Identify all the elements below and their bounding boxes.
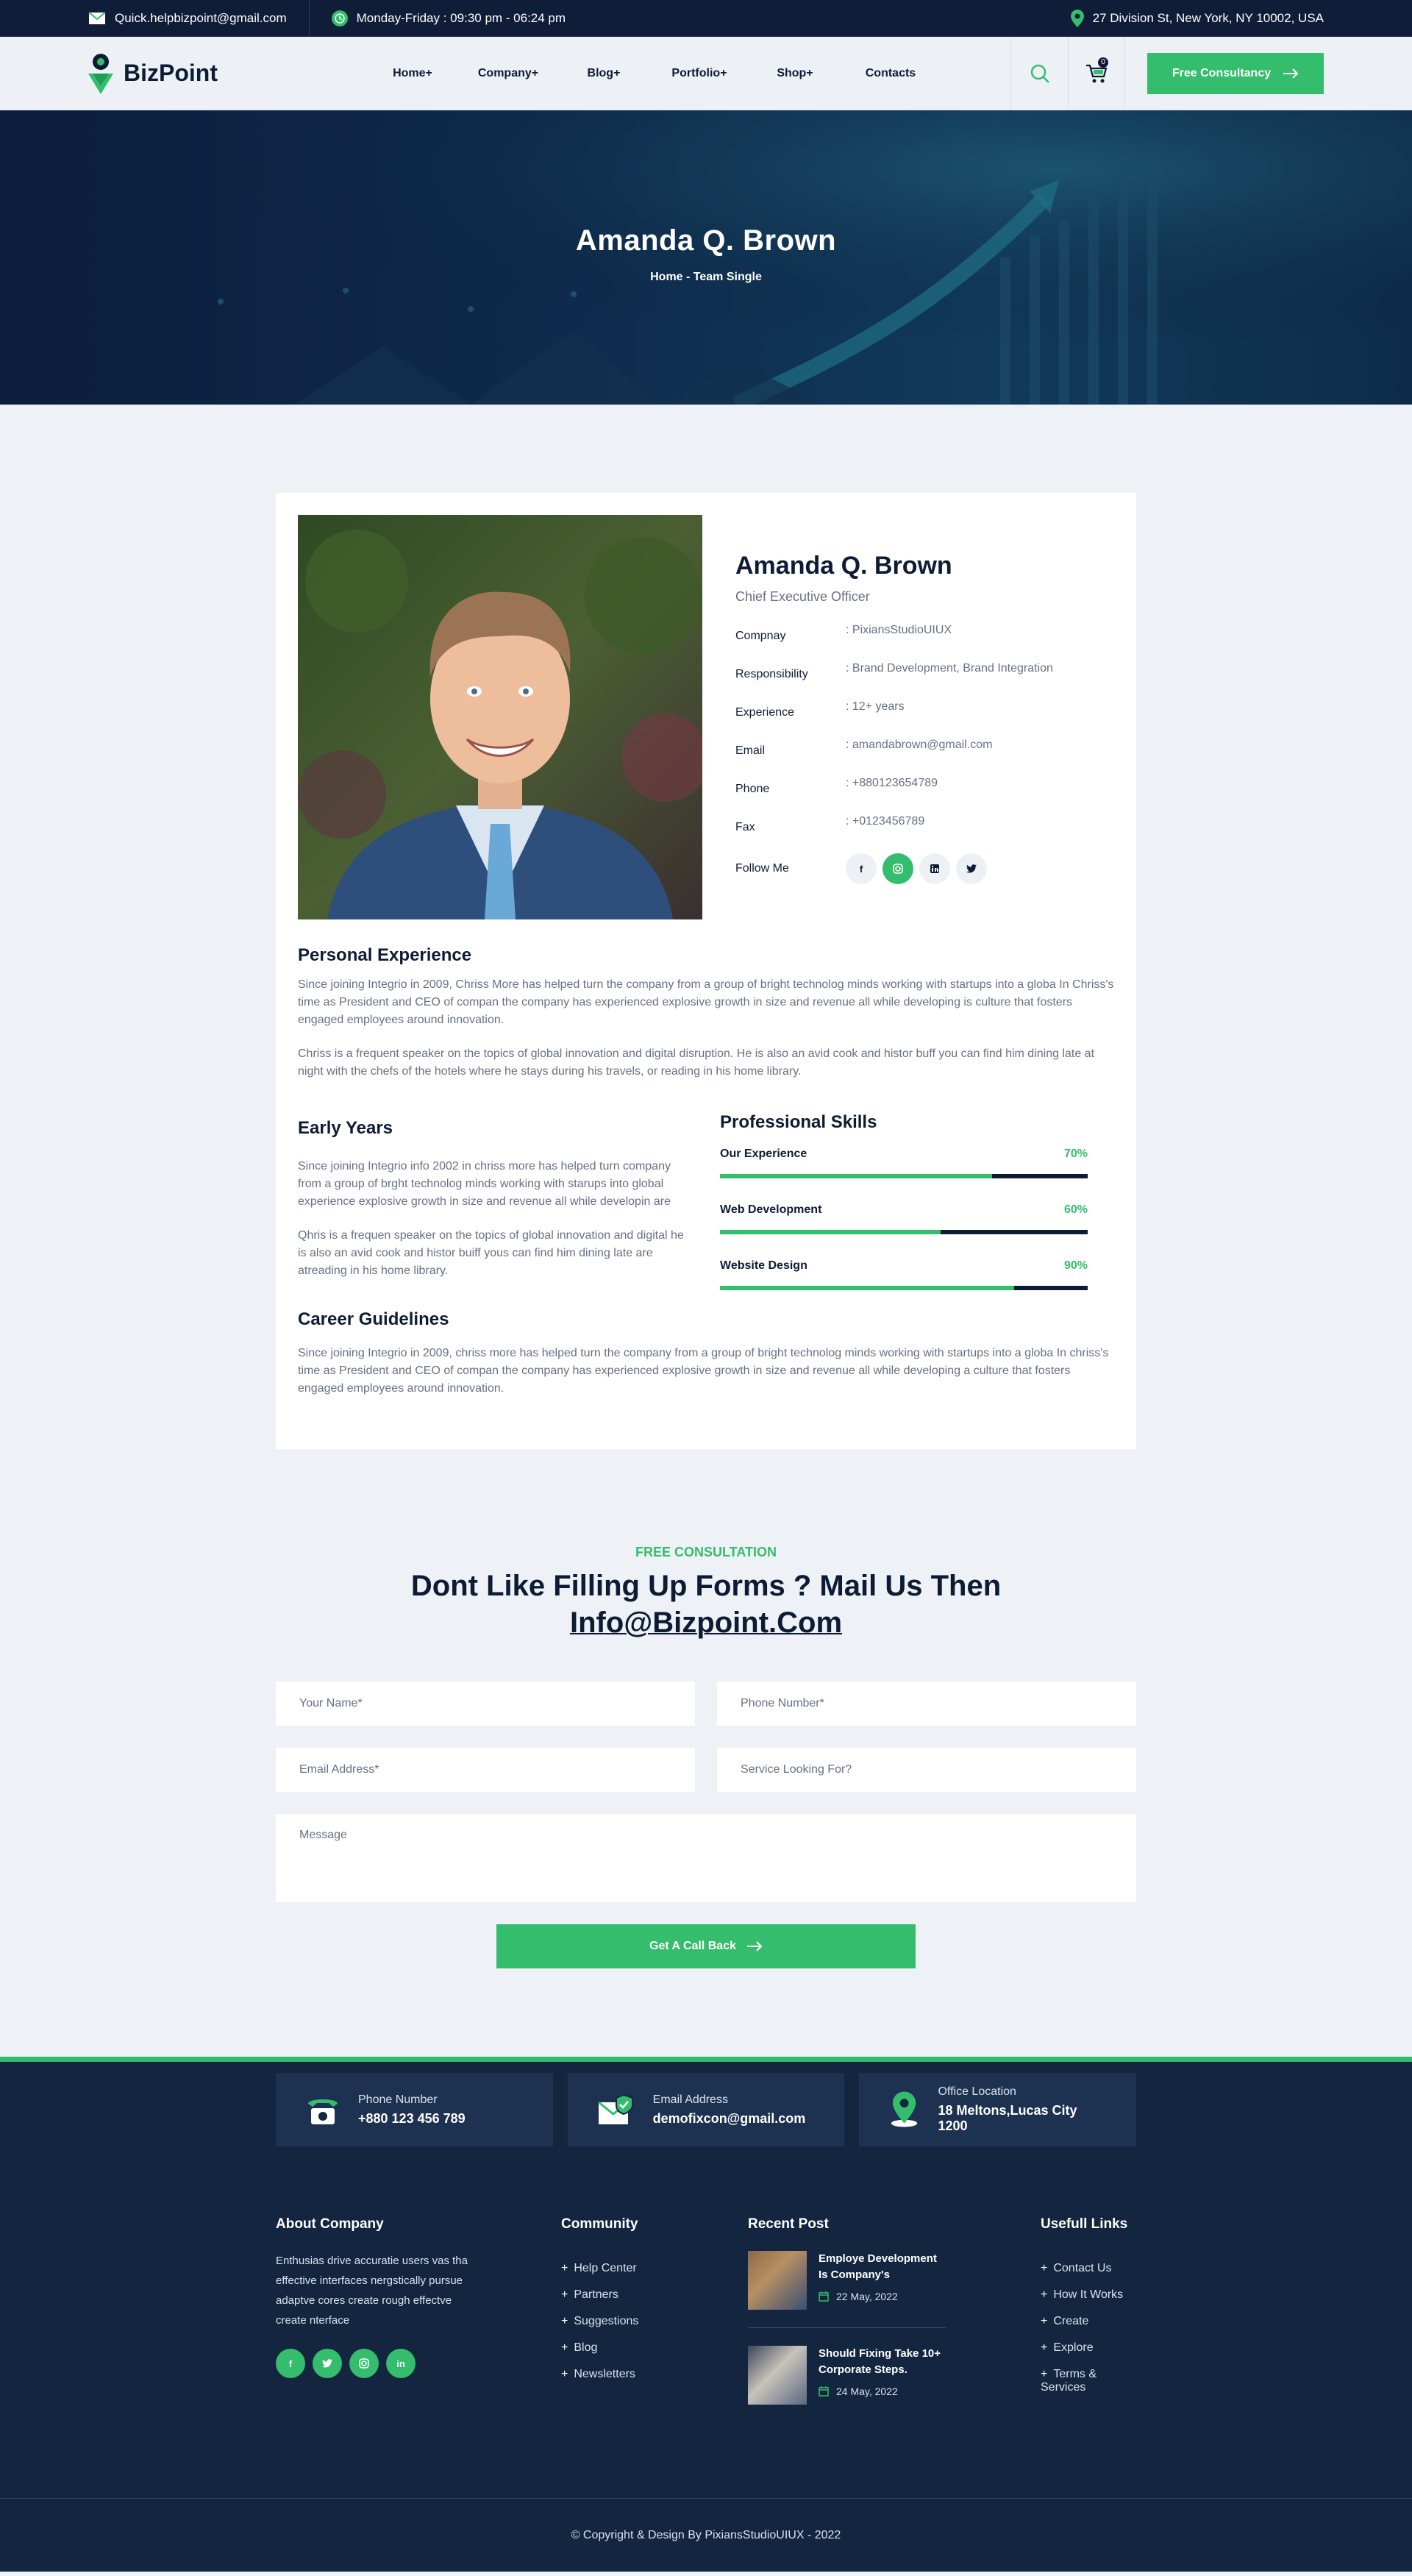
footer-location-label: Office Location (938, 2085, 1016, 2098)
name-field[interactable]: Your Name* (276, 1682, 695, 1726)
detail-experience (735, 700, 1103, 719)
top-bar (0, 0, 1412, 37)
career-guidelines-section (298, 1309, 1114, 1398)
twitter-icon[interactable] (956, 853, 987, 884)
divider (309, 0, 310, 37)
nav-actions (1010, 37, 1324, 110)
topbar-hours-text: Monday-Friday : 09:30 pm - 06:24 pm (356, 11, 566, 25)
profile-name: Amanda Q. Brown (735, 552, 952, 580)
skills-list (720, 1148, 1088, 1290)
page-hero (0, 110, 1412, 405)
detail-responsibility (735, 662, 1103, 681)
topbar-address-text: 27 Division St, New York, NY 10002, USA (1092, 11, 1324, 25)
footer-useful-links (1041, 2216, 1136, 2408)
search-button[interactable] (1010, 37, 1068, 110)
recent-post[interactable] (748, 2251, 946, 2328)
detail-label: Compnay (735, 630, 786, 642)
topbar-email-text: Quick.helpbizpoint@gmail.com (115, 11, 287, 25)
consultation-subtitle: FREE CONSULTATION (635, 1545, 777, 1559)
detail-value[interactable]: : amandabrown@gmail.com (846, 739, 993, 751)
menu-company[interactable]: Company+ (477, 66, 539, 79)
logo-text: BizPoint (124, 60, 218, 86)
detail-phone (735, 777, 1103, 796)
footer-email-value: demofixcon@gmail.com (652, 2110, 806, 2126)
community-link[interactable]: + Partners (561, 2288, 638, 2302)
detail-value: : 12+ years (846, 700, 905, 713)
useful-link[interactable]: + Terms & Services (1041, 2368, 1136, 2394)
footer-phone-label: Phone Number (358, 2093, 438, 2106)
facebook-icon[interactable]: f (276, 2349, 305, 2378)
hero-title-block (0, 224, 1412, 284)
post-date (819, 2385, 946, 2397)
detail-fax (735, 815, 1103, 834)
useful-link[interactable]: + Create (1041, 2315, 1136, 2328)
facebook-icon[interactable]: f (846, 853, 877, 884)
skill-percent: 70% (1063, 1148, 1088, 1160)
footer-email-label: Email Address (652, 2093, 728, 2106)
footer-phone-value: +880 123 456 789 (358, 2110, 466, 2126)
profile-info (735, 552, 1103, 884)
skill-progress-fill (720, 1286, 1014, 1290)
get-call-back-label: Get A Call Back (649, 1940, 736, 1952)
footer-about-title: About Company (276, 2216, 384, 2232)
personal-experience-title: Personal Experience (298, 945, 472, 965)
post-title: Employe Development Is Company's (819, 2252, 937, 2281)
early-paragraph-2: Qhris is a frequen speaker on the topics of global innovation and digital he is also an avid cook and histor buiff yous can find him dining late are atreading in his home library. (298, 1229, 684, 1277)
post-date (819, 2291, 946, 2302)
menu-blog[interactable]: Blog+ (587, 66, 621, 79)
skill-name: Web Development (720, 1203, 822, 1216)
consultation-section (0, 1545, 1412, 1641)
detail-label: Fax (735, 821, 755, 833)
footer-recent-posts (748, 2216, 946, 2440)
calendar-icon (819, 2386, 829, 2397)
career-paragraph-1: Since joining Integrio in 2009, chriss more has helped turn the company from a group of bright technolog minds working with startups into a globa In chriss's time as President and CEO of compan the company has experienced explosive growth in size and revenue all while developing a culture that fosters engaged employees around innovation. (298, 1347, 1109, 1395)
phone-field[interactable]: Phone Number* (717, 1682, 1136, 1726)
skill-item (720, 1203, 1088, 1234)
menu-contacts[interactable]: Contacts (865, 66, 916, 79)
community-link[interactable]: + Help Center (561, 2262, 638, 2275)
menu-portfolio[interactable]: Portfolio+ (671, 66, 727, 79)
footer-contact-row (276, 2062, 1136, 2146)
post-thumbnail (748, 2346, 807, 2405)
skill-percent: 90% (1063, 1259, 1088, 1272)
personal-paragraph-1: Since joining Integrio in 2009, Chriss More has helped turn the company from a group of bright technolog minds working with startups into a globa In Chriss's time as President and CEO of compan the company has experienced explosive growth in size and revenue all while developing is culture that fosters engaged employees around innovation. (298, 978, 1114, 1026)
detail-company (735, 624, 1103, 643)
email-shield-icon (597, 2093, 635, 2126)
detail-value[interactable]: : +880123654789 (846, 777, 938, 789)
copyright-bar (0, 2498, 1412, 2572)
post-date-text: 22 May, 2022 (836, 2291, 898, 2302)
telephone-icon (305, 2093, 340, 2126)
main-navbar (0, 37, 1412, 110)
cart-button[interactable] (1068, 37, 1125, 110)
detail-label: Phone (735, 783, 770, 795)
free-consultancy-button[interactable] (1147, 53, 1324, 94)
topbar-email[interactable] (88, 11, 287, 26)
skill-name: Website Design (720, 1259, 807, 1272)
community-links (561, 2262, 638, 2381)
follow-me-row (735, 853, 1103, 884)
copyright-text: © Copyright & Design By PixiansStudioUIUX - 2022 (571, 2528, 841, 2541)
skill-label-row (720, 1148, 1088, 1161)
menu-home[interactable]: Home+ (393, 66, 432, 79)
footer-about-text: Enthusias drive accuratie users vas tha effective interfaces nergstically pursue adaptve cores create rough effectve create nterface (276, 2255, 468, 2327)
footer-email-box[interactable] (568, 2073, 845, 2146)
useful-links (1041, 2262, 1136, 2394)
detail-value: : PixiansStudioUIUX (846, 624, 952, 636)
consultation-heading (0, 1568, 1412, 1641)
useful-link[interactable]: + How It Works (1041, 2288, 1136, 2302)
cart-count-badge: 0 (1098, 57, 1108, 68)
follow-me-label: Follow Me (735, 862, 789, 875)
footer-about (276, 2216, 482, 2378)
early-years-section (298, 1118, 695, 1280)
mail-icon (88, 12, 106, 25)
main-menu (365, 67, 938, 80)
early-years-title: Early Years (298, 1118, 393, 1138)
instagram-icon[interactable] (349, 2349, 379, 2378)
detail-value: : Brand Development, Brand Integration (846, 662, 1053, 675)
skill-progress-bar (720, 1286, 1088, 1290)
footer-social-links (276, 2349, 482, 2378)
location-pin-icon (1071, 10, 1084, 27)
personal-experience-section (298, 945, 1114, 1081)
career-guidelines-title: Career Guidelines (298, 1309, 449, 1329)
linkedin-icon[interactable]: in (386, 2349, 416, 2378)
footer-community-title: Community (561, 2216, 638, 2232)
detail-email (735, 739, 1103, 758)
breadcrumb[interactable]: Home - Team Single (650, 271, 762, 283)
location-pin-icon (888, 2091, 920, 2128)
topbar-hours (332, 10, 566, 26)
footer-location-value: 18 Meltons,Lucas City 1200 (938, 2103, 1077, 2133)
profile-social-links (846, 853, 987, 884)
early-paragraph-1: Since joining Integrio info 2002 in chriss more has helped turn company from a group of brght technolog minds working with starups into global experience explosive growth in size and revenue all while developin are (298, 1160, 671, 1208)
skill-progress-fill (720, 1174, 992, 1178)
skill-progress-bar (720, 1230, 1088, 1234)
skill-item (720, 1148, 1088, 1178)
consultation-heading-line: Dont Like Filling Up Forms ? Mail Us Then (410, 1570, 1002, 1602)
message-field[interactable]: Message (276, 1814, 1136, 1902)
skill-item (720, 1259, 1088, 1290)
email-field[interactable]: Email Address* (276, 1748, 695, 1792)
skill-name: Our Experience (720, 1148, 807, 1160)
footer-columns (276, 2216, 1136, 2430)
footer-links-title: Usefull Links (1041, 2216, 1128, 2232)
consultation-form (276, 1682, 1136, 1968)
community-link[interactable]: + Blog (561, 2341, 638, 2355)
twitter-icon[interactable] (313, 2349, 342, 2378)
personal-paragraph-2: Chriss is a frequent speaker on the topics of global innovation and digital disruption. He is also an avid cook and histor buff you can find him dining late at night with the chefs of the hotels where he stays during his travels, or reading in his home library. (298, 1047, 1095, 1078)
skill-label-row (720, 1259, 1088, 1273)
profile-photo (298, 515, 702, 919)
page-title: Amanda Q. Brown (575, 224, 837, 257)
arrow-right-icon (1283, 68, 1299, 79)
footer-phone-box[interactable] (276, 2073, 553, 2146)
free-consultancy-label: Free Consultancy (1172, 66, 1272, 79)
profile-role: Chief Executive Officer (735, 589, 870, 604)
useful-link[interactable]: + Contact Us (1041, 2262, 1136, 2275)
calendar-icon (819, 2291, 829, 2302)
arrow-right-icon (746, 1941, 763, 1951)
post-title: Should Fixing Take 10+ Corporate Steps. (819, 2347, 941, 2376)
skill-progress-bar (720, 1174, 1088, 1178)
skill-percent: 60% (1063, 1203, 1088, 1216)
service-field[interactable]: Service Looking For? (717, 1748, 1136, 1792)
search-icon (1030, 63, 1050, 84)
skill-progress-fill (720, 1230, 941, 1234)
menu-shop[interactable]: Shop+ (777, 66, 813, 79)
detail-label: Experience (735, 706, 795, 719)
recent-post[interactable] (748, 2346, 946, 2422)
detail-label: Responsibility (735, 668, 808, 680)
get-call-back-button[interactable] (496, 1924, 916, 1968)
community-link[interactable]: + Newsletters (561, 2368, 638, 2381)
team-member-card (276, 493, 1136, 1449)
site-footer (0, 2057, 1412, 2572)
footer-recent-title: Recent Post (748, 2216, 829, 2232)
logo-icon (88, 53, 113, 94)
professional-skills-title: Professional Skills (720, 1112, 877, 1132)
post-date-text: 24 May, 2022 (836, 2385, 898, 2397)
logo[interactable] (88, 53, 218, 94)
footer-location-box[interactable] (859, 2073, 1136, 2146)
clock-icon (332, 10, 348, 26)
detail-value: : +0123456789 (846, 815, 925, 828)
detail-label: Email (735, 744, 766, 757)
topbar-address (1071, 10, 1324, 27)
linkedin-icon[interactable] (919, 853, 950, 884)
consultation-email-link[interactable]: Info@Bizpoint.Com (569, 1607, 843, 1639)
professional-skills-section (720, 1112, 1088, 1290)
useful-link[interactable]: + Explore (1041, 2341, 1136, 2355)
post-thumbnail (748, 2251, 807, 2310)
instagram-icon[interactable] (883, 853, 913, 884)
community-link[interactable]: + Suggestions (561, 2315, 638, 2328)
skill-label-row (720, 1203, 1088, 1217)
footer-community (561, 2216, 638, 2394)
